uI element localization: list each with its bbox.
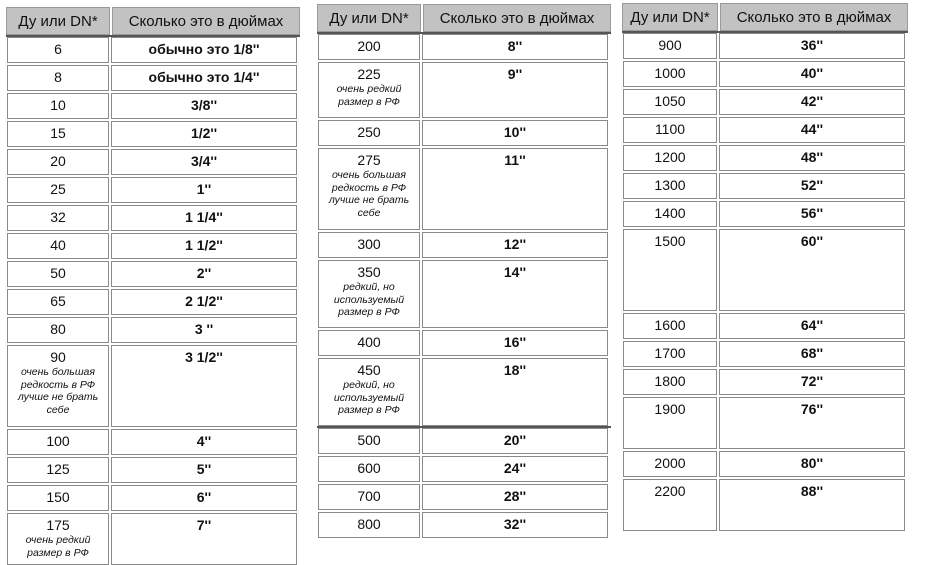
inch-value: 68'' xyxy=(800,345,824,361)
dn-table-2 xyxy=(317,4,611,538)
dn-value: 1300 xyxy=(654,177,686,193)
table-row xyxy=(622,31,908,59)
inch-cell xyxy=(111,93,297,119)
inch-value: 80'' xyxy=(800,455,824,471)
table-row xyxy=(622,227,908,311)
dn-value: 175 xyxy=(46,517,70,533)
dn-cell xyxy=(318,232,420,258)
dn-cell xyxy=(7,177,109,203)
inch-cell xyxy=(719,313,905,339)
dn-cell xyxy=(623,173,717,199)
inch-value: 6'' xyxy=(196,489,212,505)
table-row xyxy=(622,449,908,477)
dn-cell xyxy=(7,261,109,287)
inch-cell xyxy=(719,117,905,143)
inch-cell xyxy=(111,261,297,287)
table-row xyxy=(317,328,611,356)
inch-cell xyxy=(111,289,297,315)
dn-value: 200 xyxy=(357,38,381,54)
table-row xyxy=(6,511,300,565)
dn-value: 1400 xyxy=(654,205,686,221)
table-row xyxy=(317,118,611,146)
dn-value: 350 xyxy=(357,264,381,280)
header-inch: Сколько это в дюймах xyxy=(720,3,908,31)
inch-cell xyxy=(422,456,608,482)
inch-cell xyxy=(422,260,608,328)
table-row xyxy=(622,339,908,367)
dn-cell xyxy=(7,121,109,147)
dn-cell xyxy=(7,205,109,231)
dn-value: 40 xyxy=(50,237,66,253)
dn-cell xyxy=(623,313,717,339)
dn-value: 6 xyxy=(54,41,62,57)
inch-value: 7'' xyxy=(196,517,212,533)
dn-cell xyxy=(318,456,420,482)
table-row xyxy=(6,455,300,483)
dn-cell xyxy=(7,37,109,63)
inch-value: 9'' xyxy=(507,66,523,82)
table-row xyxy=(317,482,611,510)
inch-cell xyxy=(422,428,608,454)
table-row xyxy=(6,287,300,315)
header-dn: Ду или DN* xyxy=(622,3,718,31)
inch-cell xyxy=(422,62,608,118)
header-inch: Сколько это в дюймах xyxy=(423,4,611,32)
inch-cell xyxy=(111,65,297,91)
dn-value: 65 xyxy=(50,293,66,309)
table-row xyxy=(6,91,300,119)
inch-cell xyxy=(719,229,905,311)
inch-value: 42'' xyxy=(800,93,824,109)
inch-value: 24'' xyxy=(503,460,527,476)
dn-cell xyxy=(623,369,717,395)
table-row xyxy=(622,395,908,449)
inch-value: 64'' xyxy=(800,317,824,333)
table-row xyxy=(317,454,611,482)
header-inch: Сколько это в дюймах xyxy=(112,7,300,35)
dn-cell xyxy=(623,117,717,143)
dn-value: 400 xyxy=(357,334,381,350)
dn-value: 275 xyxy=(357,152,381,168)
dn-cell xyxy=(7,289,109,315)
inch-value: 40'' xyxy=(800,65,824,81)
header-dn: Ду или DN* xyxy=(317,4,421,32)
dn-value: 500 xyxy=(357,432,381,448)
table-header xyxy=(622,3,908,31)
inch-value: 16'' xyxy=(503,334,527,350)
dn-value: 800 xyxy=(357,516,381,532)
inch-cell xyxy=(422,484,608,510)
table-row xyxy=(317,510,611,538)
inch-value: 60'' xyxy=(800,233,824,249)
row-separator xyxy=(317,426,611,428)
dn-cell xyxy=(7,345,109,427)
inch-value: 1 1/2'' xyxy=(185,237,223,253)
inch-cell xyxy=(111,149,297,175)
table-row xyxy=(6,147,300,175)
dn-cell xyxy=(7,513,109,565)
inch-cell xyxy=(422,34,608,60)
table-row xyxy=(622,311,908,339)
dn-cell xyxy=(7,65,109,91)
inch-value: 14'' xyxy=(503,264,527,280)
table-row xyxy=(6,427,300,455)
dn-note: редкий, но используемый размер в РФ xyxy=(333,379,405,416)
inch-value: 3 1/2'' xyxy=(185,349,223,365)
inch-cell xyxy=(111,317,297,343)
table-row xyxy=(622,87,908,115)
dn-note: очень большая редкость в РФ лучше не брать себе xyxy=(17,366,99,416)
inch-value: 8'' xyxy=(507,38,523,54)
dn-value: 20 xyxy=(50,153,66,169)
inch-cell xyxy=(111,457,297,483)
inch-value: 56'' xyxy=(800,205,824,221)
dn-value: 300 xyxy=(357,236,381,252)
dn-cell xyxy=(623,61,717,87)
header-dn: Ду или DN* xyxy=(6,7,110,35)
dn-cell xyxy=(623,341,717,367)
dn-cell xyxy=(623,397,717,449)
dn-value: 1900 xyxy=(654,401,686,417)
inch-value: 18'' xyxy=(503,362,527,378)
inch-value: 52'' xyxy=(800,177,824,193)
dn-cell xyxy=(7,429,109,455)
inch-cell xyxy=(719,479,905,531)
dn-note: редкий, но используемый размер в РФ xyxy=(333,281,405,318)
table-row xyxy=(317,426,611,454)
dn-value: 150 xyxy=(46,489,70,505)
dn-value: 1600 xyxy=(654,317,686,333)
dn-value: 2000 xyxy=(654,455,686,471)
dn-value: 600 xyxy=(357,460,381,476)
dn-cell xyxy=(318,148,420,230)
inch-value: 72'' xyxy=(800,373,824,389)
inch-cell xyxy=(111,233,297,259)
dn-value: 50 xyxy=(50,265,66,281)
inch-value: 5'' xyxy=(196,461,212,477)
table-row xyxy=(622,477,908,531)
dn-value: 900 xyxy=(658,37,682,53)
inch-cell xyxy=(111,177,297,203)
dn-value: 250 xyxy=(357,124,381,140)
dn-value: 1500 xyxy=(654,233,686,249)
table-row xyxy=(622,199,908,227)
inch-value: 32'' xyxy=(503,516,527,532)
inch-value: 1/2'' xyxy=(190,125,218,141)
inch-cell xyxy=(719,369,905,395)
inch-cell xyxy=(422,232,608,258)
dn-table-3 xyxy=(622,3,908,531)
table-row xyxy=(622,115,908,143)
inch-value: 3/4'' xyxy=(190,153,218,169)
table-row xyxy=(317,258,611,328)
dn-cell xyxy=(7,233,109,259)
dn-value: 450 xyxy=(357,362,381,378)
dn-value: 1200 xyxy=(654,149,686,165)
dn-cell xyxy=(318,120,420,146)
dn-cell xyxy=(318,260,420,328)
dn-value: 225 xyxy=(357,66,381,82)
dn-cell xyxy=(623,229,717,311)
row-separator xyxy=(6,35,300,37)
inch-cell xyxy=(719,397,905,449)
inch-cell xyxy=(719,341,905,367)
dn-cell xyxy=(318,62,420,118)
table-row xyxy=(6,119,300,147)
dn-cell xyxy=(318,428,420,454)
inch-value: 12'' xyxy=(503,236,527,252)
table-row xyxy=(6,63,300,91)
inch-cell xyxy=(719,173,905,199)
inch-value: 76'' xyxy=(800,401,824,417)
inch-cell xyxy=(422,120,608,146)
table-header xyxy=(6,7,300,35)
dn-value: 125 xyxy=(46,461,70,477)
dn-cell xyxy=(7,317,109,343)
inch-cell xyxy=(719,145,905,171)
table-row xyxy=(317,356,611,426)
inch-cell xyxy=(111,485,297,511)
dn-cell xyxy=(318,484,420,510)
inch-cell xyxy=(111,121,297,147)
inch-value: 3 '' xyxy=(194,321,214,337)
inch-value: 88'' xyxy=(800,483,824,499)
table-row xyxy=(622,143,908,171)
dn-value: 1800 xyxy=(654,373,686,389)
dn-cell xyxy=(623,479,717,531)
inch-value: 28'' xyxy=(503,488,527,504)
dn-value: 25 xyxy=(50,181,66,197)
dn-value: 1100 xyxy=(654,121,686,137)
dn-value: 100 xyxy=(46,433,70,449)
table-row xyxy=(317,146,611,230)
table-row xyxy=(622,59,908,87)
row-separator xyxy=(622,31,908,33)
dn-cell xyxy=(318,34,420,60)
inch-cell xyxy=(422,330,608,356)
inch-value: обычно это 1/8'' xyxy=(148,41,260,57)
dn-value: 1700 xyxy=(654,345,686,361)
inch-cell xyxy=(719,89,905,115)
inch-cell xyxy=(111,37,297,63)
inch-cell xyxy=(111,205,297,231)
inch-cell xyxy=(719,451,905,477)
table-row xyxy=(6,175,300,203)
table-row xyxy=(317,230,611,258)
inch-value: 48'' xyxy=(800,149,824,165)
dn-note: очень редкий размер в РФ xyxy=(336,83,402,108)
dn-cell xyxy=(318,358,420,426)
dn-cell xyxy=(623,201,717,227)
dn-note: очень большая редкость в РФ лучше не брать себе xyxy=(328,169,410,219)
dn-cell xyxy=(7,485,109,511)
dn-note: очень редкий размер в РФ xyxy=(25,534,91,559)
table-row xyxy=(6,203,300,231)
inch-cell xyxy=(719,33,905,59)
table-header xyxy=(317,4,611,32)
table-row xyxy=(6,483,300,511)
dn-value: 32 xyxy=(50,209,66,225)
inch-value: 44'' xyxy=(800,121,824,137)
table-row xyxy=(6,35,300,63)
inch-value: 36'' xyxy=(800,37,824,53)
dn-value: 10 xyxy=(50,97,66,113)
dn-value: 15 xyxy=(50,125,66,141)
inch-cell xyxy=(111,429,297,455)
dn-cell xyxy=(318,330,420,356)
dn-cell xyxy=(623,33,717,59)
inch-cell xyxy=(422,358,608,426)
dn-value: 2200 xyxy=(654,483,686,499)
table-row xyxy=(622,367,908,395)
inch-cell xyxy=(719,61,905,87)
row-separator xyxy=(317,32,611,34)
table-row xyxy=(317,32,611,60)
inch-value: 2 1/2'' xyxy=(185,293,223,309)
dn-value: 1050 xyxy=(654,93,686,109)
dn-value: 1000 xyxy=(654,65,686,81)
inch-cell xyxy=(719,201,905,227)
dn-cell xyxy=(7,93,109,119)
dn-cell xyxy=(623,145,717,171)
inch-cell xyxy=(111,345,297,427)
table-row xyxy=(6,315,300,343)
inch-value: 1'' xyxy=(196,181,212,197)
table-row xyxy=(317,60,611,118)
inch-value: 4'' xyxy=(196,433,212,449)
dn-value: 700 xyxy=(357,488,381,504)
dn-cell xyxy=(7,457,109,483)
dn-cell xyxy=(7,149,109,175)
inch-value: 2'' xyxy=(196,265,212,281)
dn-cell xyxy=(623,451,717,477)
dn-value: 8 xyxy=(54,69,62,85)
inch-value: 3/8'' xyxy=(190,97,218,113)
dn-value: 90 xyxy=(50,349,66,365)
dn-table-1 xyxy=(6,7,300,565)
table-row xyxy=(6,259,300,287)
inch-value: 20'' xyxy=(503,432,527,448)
dn-cell xyxy=(623,89,717,115)
inch-value: обычно это 1/4'' xyxy=(148,69,260,85)
table-row xyxy=(6,231,300,259)
inch-cell xyxy=(422,148,608,230)
inch-cell xyxy=(111,513,297,565)
inch-value: 11'' xyxy=(504,152,526,168)
inch-value: 1 1/4'' xyxy=(185,209,223,225)
dn-cell xyxy=(318,512,420,538)
dn-value: 80 xyxy=(50,321,66,337)
table-row xyxy=(622,171,908,199)
inch-cell xyxy=(422,512,608,538)
inch-value: 10'' xyxy=(503,124,527,140)
table-row xyxy=(6,343,300,427)
